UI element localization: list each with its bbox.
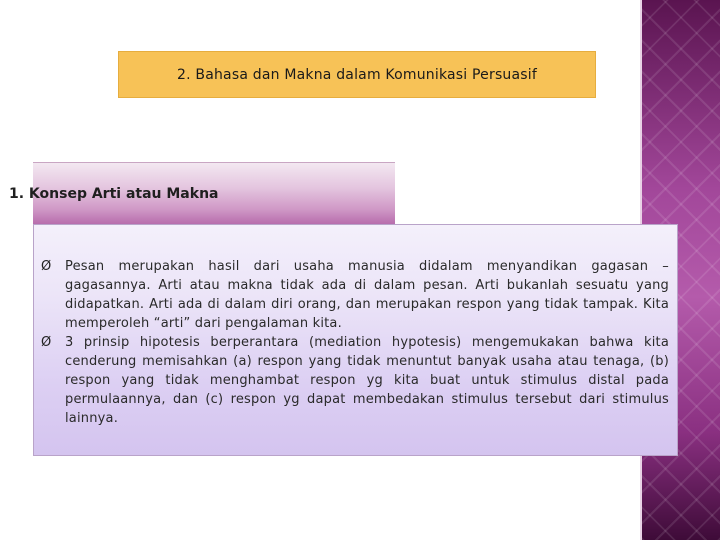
bullet-item xyxy=(39,257,669,333)
bullet-text: Pesan merupakan hasil dari usaha manusia didalam menyandikan gagasan – gagasannya. Arti atau makna tidak ada di dalam pesan. Arti bukanlah sesuatu yang didapatkan. Arti ada di dalam diri orang, dan merupakan respon yang tidak tampak. Kita memperoleh “arti” dari pengalaman kita. xyxy=(65,259,669,331)
bullet-arrow-icon: Ø xyxy=(41,259,52,274)
bullet-item xyxy=(39,333,669,428)
bullet-arrow-icon: Ø xyxy=(41,335,52,350)
content-box xyxy=(33,224,678,456)
bullet-list xyxy=(39,257,669,428)
bullet-text: 3 prinsip hipotesis berperantara (mediation hypotesis) mengemukakan bahwa kita cenderung memisahkan (a) respon yang tidak menuntut banyak usaha atau tenaga, (b) respon yang tidak menghambat respon yg kita buat untuk stimulus distal pada permulaannya, dan (c) respon yg dapat membedakan stimulus tersebut dari stimulus lainnya. xyxy=(65,335,669,426)
slide-title: 2. Bahasa dan Makna dalam Komunikasi Persuasif xyxy=(176,66,537,83)
title-box xyxy=(118,51,596,98)
section-heading: 1. Konsep Arti atau Makna xyxy=(9,186,219,202)
